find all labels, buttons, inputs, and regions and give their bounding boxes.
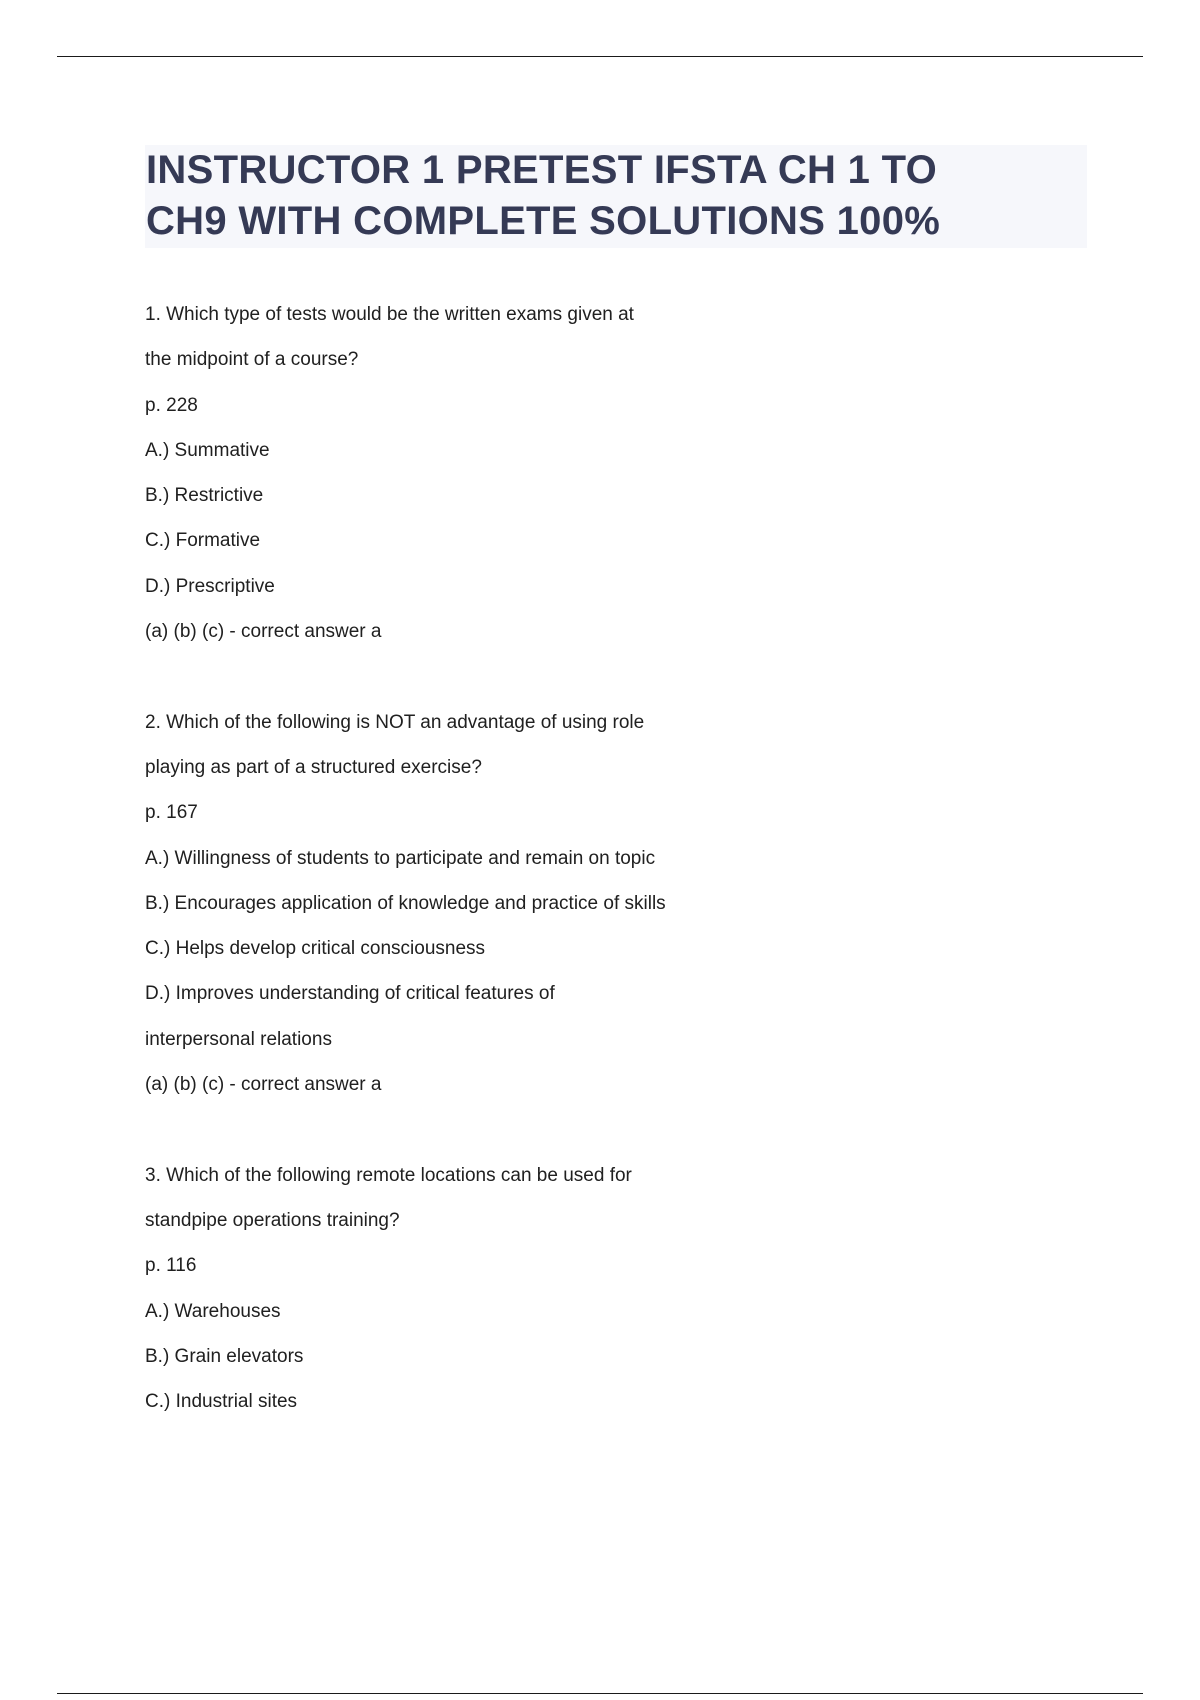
option-d-continued: interpersonal relations [145, 1028, 332, 1050]
option-a: A.) Willingness of students to participate and remain on topic [145, 847, 656, 869]
bottom-rule [57, 1693, 1143, 1694]
option-b: B.) Encourages application of knowledge and practice of skills [145, 892, 666, 914]
question-text: the midpoint of a course? [145, 349, 359, 371]
question-text: 1. Which type of tests would be the written exams given at [145, 304, 634, 325]
question-text: 2. Which of the following is NOT an advantage of using role [145, 711, 645, 733]
option-c: C.) Formative [145, 530, 261, 552]
option-c: C.) Industrial sites [145, 1391, 298, 1413]
question-spacer [145, 1107, 1045, 1152]
option-a: A.) Summative [145, 439, 270, 461]
answer-line: (a) (b) (c) - correct answer a [145, 621, 382, 643]
question-3 [145, 1153, 1045, 1425]
option-d: D.) Improves understanding of critical features of [145, 983, 555, 1005]
document-title [146, 145, 1087, 247]
page-reference: p. 116 [145, 1255, 197, 1277]
question-list [145, 292, 1045, 1424]
title-block [145, 145, 1087, 248]
option-c: C.) Helps develop critical consciousness [145, 938, 486, 960]
top-rule [57, 56, 1143, 57]
option-b: B.) Restrictive [145, 485, 264, 507]
question-2 [145, 700, 1045, 1108]
answer-line: (a) (b) (c) - correct answer a [145, 1074, 382, 1096]
option-b: B.) Grain elevators [145, 1345, 304, 1367]
title-line-1: INSTRUCTOR 1 PRETEST IFSTA CH 1 TO [146, 148, 938, 192]
page-reference: p. 167 [145, 802, 198, 824]
title-line-2: CH9 WITH COMPLETE SOLUTIONS 100% [146, 199, 941, 243]
question-text: playing as part of a structured exercise? [145, 756, 482, 778]
question-1 [145, 292, 1045, 654]
question-text: 3. Which of the following remote locations can be used for [145, 1164, 632, 1186]
option-d: D.) Prescriptive [145, 575, 275, 597]
page-reference: p. 228 [145, 394, 198, 416]
question-text: standpipe operations training? [145, 1209, 400, 1231]
option-a: A.) Warehouses [145, 1300, 281, 1322]
question-spacer [145, 654, 1045, 699]
